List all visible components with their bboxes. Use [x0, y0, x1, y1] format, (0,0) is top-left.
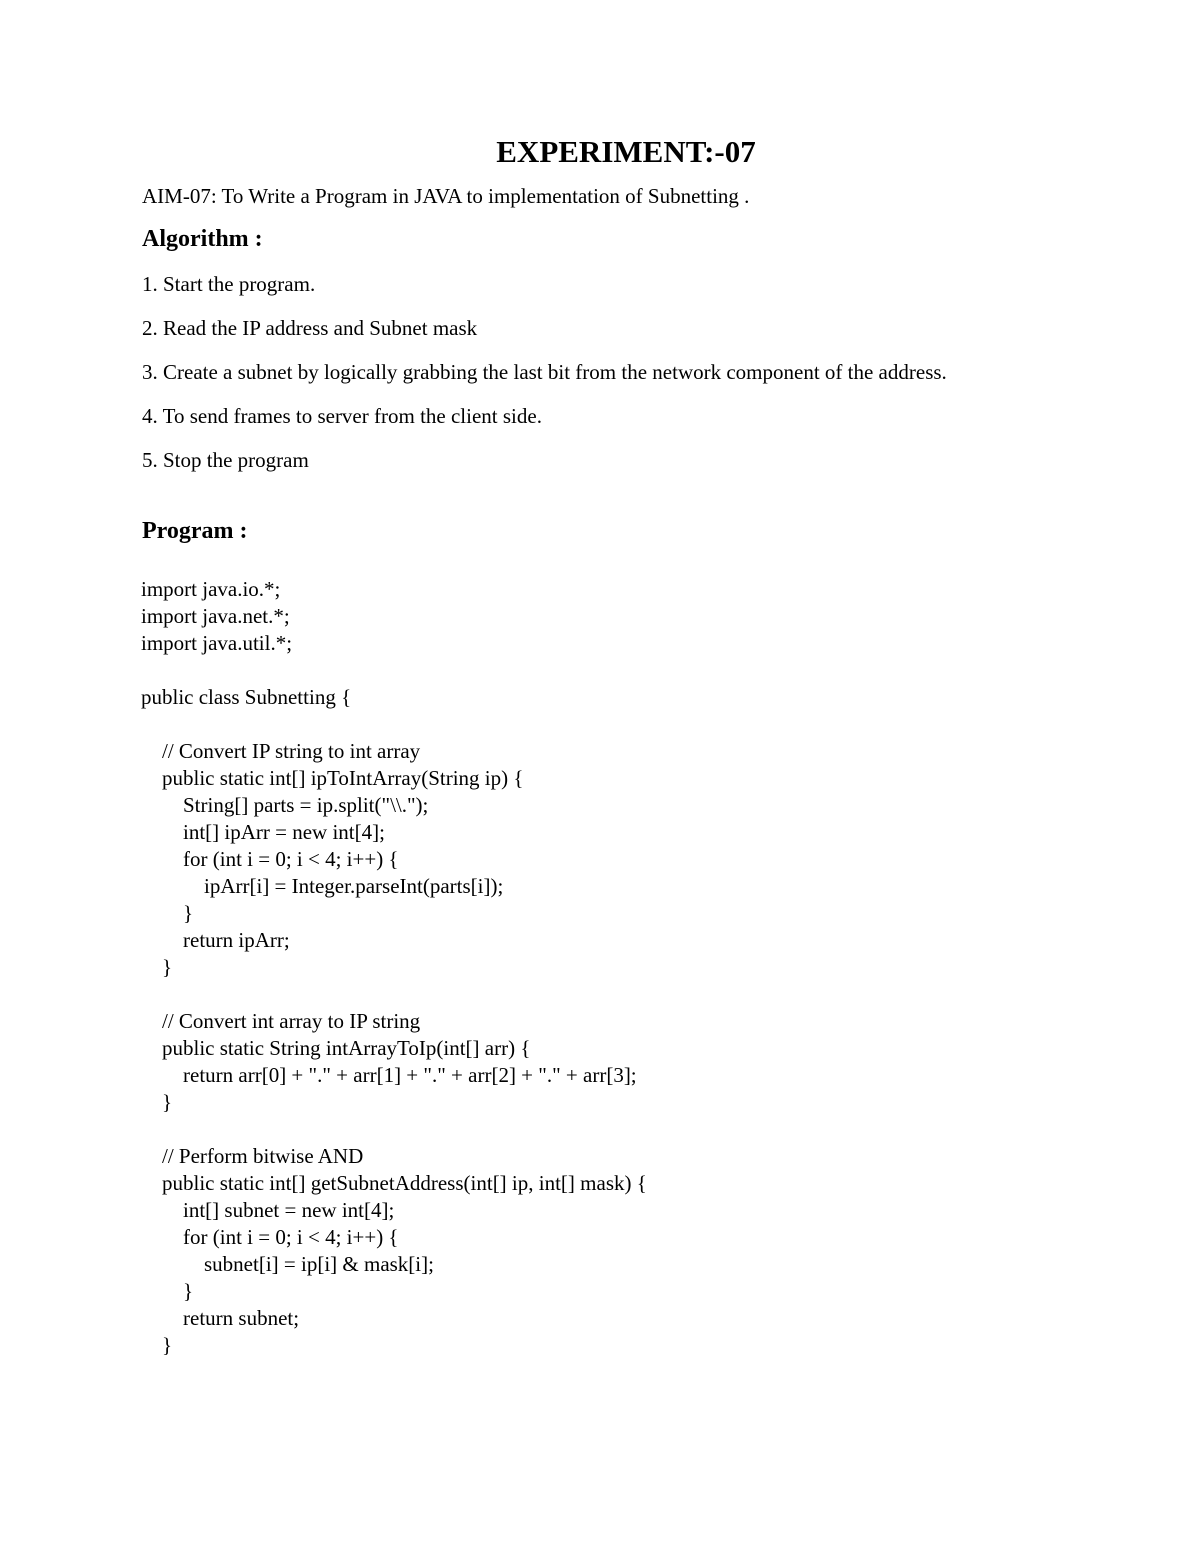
code-line: ipArr[i] = Integer.parseInt(parts[i]);	[141, 874, 504, 898]
code-line	[141, 981, 647, 1008]
code-line	[141, 657, 647, 684]
code-line: for (int i = 0; i < 4; i++) {	[141, 847, 399, 871]
algorithm-step: 1. Start the program.	[142, 272, 316, 296]
code-line: int[] subnet = new int[4];	[141, 1198, 395, 1222]
code-line: public static int[] ipToIntArray(String ip) {	[141, 766, 524, 790]
algorithm-steps	[142, 270, 947, 490]
algorithm-step: 4. To send frames to server from the client side.	[142, 404, 542, 428]
program-heading: Program :	[142, 518, 248, 544]
program-code	[141, 576, 647, 1359]
code-line: String[] parts = ip.split("\\.");	[141, 793, 429, 817]
code-line: return ipArr;	[141, 928, 290, 952]
code-line: public class Subnetting {	[141, 685, 352, 709]
code-line: }	[141, 901, 194, 925]
code-line: return subnet;	[141, 1306, 300, 1330]
code-line: import java.net.*;	[141, 604, 290, 628]
algorithm-step: 2. Read the IP address and Subnet mask	[142, 316, 478, 340]
code-line: import java.io.*;	[141, 577, 281, 601]
code-line: // Perform bitwise AND	[141, 1144, 364, 1168]
algorithm-step: 5. Stop the program	[142, 448, 309, 472]
code-line: int[] ipArr = new int[4];	[141, 820, 385, 844]
code-line: import java.util.*;	[141, 631, 293, 655]
code-line: }	[141, 1090, 173, 1114]
code-line: for (int i = 0; i < 4; i++) {	[141, 1225, 399, 1249]
algorithm-step: 3. Create a subnet by logically grabbing the last bit from the network component of the address.	[142, 360, 947, 384]
code-line	[141, 711, 647, 738]
code-line: }	[141, 1333, 173, 1357]
page-title: EXPERIMENT:-07	[496, 134, 756, 169]
code-line	[141, 1116, 647, 1143]
code-line: subnet[i] = ip[i] & mask[i];	[141, 1252, 434, 1276]
code-line: // Convert IP string to int array	[141, 739, 421, 763]
algorithm-heading: Algorithm :	[142, 226, 263, 252]
code-line: // Convert int array to IP string	[141, 1009, 421, 1033]
code-line: return arr[0] + "." + arr[1] + "." + arr[2] + "." + arr[3];	[141, 1063, 637, 1087]
code-line: }	[141, 955, 173, 979]
aim-statement: AIM-07: To Write a Program in JAVA to implementation of Subnetting .	[142, 184, 750, 208]
code-line: public static int[] getSubnetAddress(int[] ip, int[] mask) {	[141, 1171, 647, 1195]
code-line: public static String intArrayToIp(int[] arr) {	[141, 1036, 531, 1060]
code-line: }	[141, 1279, 194, 1303]
